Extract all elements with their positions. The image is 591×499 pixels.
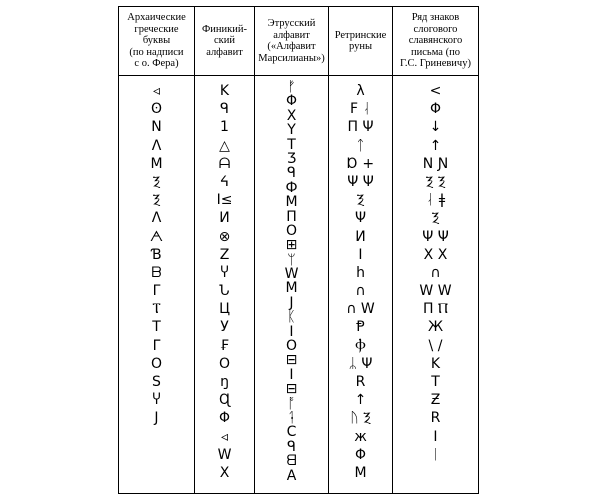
glyph-sign: T [287, 136, 296, 153]
glyph-sign: Τ [152, 319, 161, 336]
glyph-sign: C [286, 424, 297, 441]
scripts-comparison-sheet [118, 6, 478, 494]
glyph-sign: Ⲝ [356, 192, 365, 209]
glyph-sign: X [286, 107, 297, 124]
glyph-sign: ∩ [355, 283, 366, 300]
header-cell-raetic [329, 7, 393, 76]
glyph-column-slavic [393, 76, 478, 464]
glyph-sign: ₣ [220, 337, 229, 354]
glyph-sign: ⊞ [285, 237, 298, 254]
glyph-sign: ᗺ [286, 453, 297, 470]
glyph-sign: Π Ψ [347, 119, 374, 136]
glyph-sign: Π [286, 208, 297, 225]
glyph-cell-phoenician [195, 76, 255, 494]
glyph-sign: F ᛆ [350, 101, 371, 118]
glyph-sign: Ⴤ [220, 264, 229, 281]
glyph-sign: W [217, 446, 232, 463]
glyph-sign: ◃ [220, 428, 229, 445]
glyph-sign: Ᵽ [356, 319, 365, 336]
glyph-sign: 1 [220, 119, 229, 136]
glyph-sign: Ж [427, 319, 444, 336]
glyph-sign: Ɋ [219, 392, 230, 409]
glyph-sign: И [219, 210, 230, 227]
glyph-sign: Ⲝ [431, 210, 440, 227]
glyph-sign: Ɓ [151, 246, 162, 263]
glyph-sign: ᛆ ǂ [425, 192, 446, 209]
glyph-sign: Μ [150, 155, 163, 172]
glyph-sign: Ⲫ [355, 337, 366, 354]
glyph-sign: X X [423, 246, 448, 263]
glyph-sign: ∩ W [346, 301, 375, 318]
glyph-sign: Ն [219, 283, 230, 300]
glyph-sign: I [433, 428, 438, 445]
glyph-sign: Ⲝ [152, 192, 161, 209]
glyph-sign: Ⲝ [152, 173, 161, 190]
glyph-sign: Ψ [354, 210, 367, 227]
glyph-column-etruscan [255, 76, 328, 483]
glyph-sign: ʘ [150, 101, 163, 118]
glyph-sign: ᚩ [287, 395, 296, 412]
glyph-sign: K [430, 355, 441, 372]
glyph-sign: ᛘ [287, 251, 296, 268]
glyph-sign: ᗩ [218, 155, 231, 172]
glyph-sign: I≤ [216, 192, 233, 209]
glyph-sign: ᛕ [287, 309, 296, 326]
header-phoenician-alphabet: Финикий- ский алфавит [202, 23, 247, 58]
glyph-sign: Z [219, 246, 230, 263]
glyph-sign: И [355, 228, 366, 245]
glyph-sign: ᛦ Ψ [348, 355, 373, 372]
glyph-sign: ⊗ [218, 228, 231, 245]
glyph-sign: Γ [152, 283, 161, 300]
glyph-sign: < [429, 83, 442, 99]
glyph-sign: ⊟ [285, 352, 298, 369]
glyph-sign: M [285, 280, 298, 297]
glyph-sign: O [218, 355, 231, 372]
glyph-sign: Π Ⲡ [422, 301, 449, 318]
glyph-sign: R [430, 410, 441, 427]
glyph-sign: ж [354, 428, 367, 445]
glyph-sign: ᑫ [220, 101, 229, 118]
glyph-sign: Ⲝ Ⲝ [425, 173, 446, 190]
glyph-sign: ᚢ Ⲝ [350, 410, 371, 427]
glyph-sign: Λ [151, 137, 162, 154]
glyph-sign: M [285, 194, 298, 211]
glyph-sign: ↑ [354, 392, 367, 409]
glyph-sign: Ⲧ [152, 301, 161, 318]
glyph-sign: ŋ [220, 374, 229, 390]
glyph-column-raetic [329, 76, 392, 482]
header-slavic-syllabary: Ряд знаков слогового славянского письма (по Г.С. Гриневичу) [400, 12, 471, 70]
glyph-sign: O [285, 222, 298, 239]
glyph-sign: Ψ Ψ [347, 173, 374, 190]
glyph-sign: ᔦ [220, 173, 229, 190]
glyph-sign: ᑫ [287, 165, 296, 182]
glyph-sign: X [219, 464, 230, 481]
header-cell-greek [119, 7, 195, 76]
glyph-sign: ↓ [429, 119, 442, 136]
header-greek-letters: Архаические греческие буквы (по надписи с о. Фера) [127, 12, 186, 70]
glyph-sign: I [289, 323, 294, 340]
glyph-cell-slavic [393, 76, 479, 494]
header-cell-etruscan [255, 7, 329, 76]
glyph-sign: ᛑ [287, 409, 296, 426]
glyph-sign: K [219, 83, 230, 99]
glyph-sign: Ɒ + [346, 155, 375, 172]
glyph-sign: У [220, 319, 229, 336]
glyph-sign: M [354, 464, 367, 481]
glyph-sign: ᐱ [151, 210, 162, 227]
glyph-sign: ᒥ [152, 337, 161, 354]
glyph-sign: ᑫ [287, 438, 296, 455]
glyph-sign: Ο [150, 355, 163, 372]
glyph-sign: J [289, 294, 294, 311]
glyph-sign: I [358, 246, 363, 263]
header-etruscan-alphabet: Этрусский алфавит («Алфавит Марсилианы») [258, 18, 325, 64]
glyph-sign: ᚠ [287, 79, 296, 95]
glyph-sign: W W [419, 283, 452, 300]
glyph-sign: O [285, 338, 298, 355]
glyph-cell-greek [119, 76, 195, 494]
glyph-sign: Ф [285, 179, 298, 196]
glyph-sign: ᗅ [149, 228, 164, 245]
glyph-sign: Ƶ [430, 392, 441, 409]
glyph-sign: Ц [219, 301, 230, 318]
glyph-sign: Ν [151, 119, 162, 136]
glyph-sign: △ [219, 137, 230, 154]
glyph-sign: h [356, 264, 365, 281]
glyph-sign: Ʒ [286, 150, 297, 167]
glyph-sign: ↑ [429, 137, 442, 154]
header-cell-phoenician [195, 7, 255, 76]
glyph-column-phoenician [195, 76, 254, 482]
glyph-cell-raetic [329, 76, 393, 494]
glyph-sign: N Ɲ [422, 155, 449, 172]
glyph-sign: I [289, 366, 294, 383]
glyph-sign: W [284, 266, 299, 283]
glyph-sign: Ψ Ψ [422, 228, 449, 245]
glyph-sign: T [431, 374, 440, 390]
glyph-sign: λ [356, 83, 365, 99]
glyph-sign: ◃ [152, 83, 161, 99]
glyph-sign: A [286, 467, 297, 484]
glyph-sign: Ⴤ [152, 392, 161, 409]
scripts-comparison-table [118, 6, 479, 494]
glyph-row [119, 76, 479, 494]
glyph-sign: Φ [218, 410, 231, 427]
glyph-sign: J [154, 410, 159, 427]
glyph-sign: ⊟ [285, 381, 298, 398]
glyph-sign: S [152, 374, 161, 390]
glyph-sign: \ / [428, 337, 443, 354]
header-raetic-runes: Ретринские руны [334, 29, 387, 52]
header-row [119, 7, 479, 76]
glyph-column-greek [119, 76, 194, 428]
glyph-sign: ᗷ [151, 264, 162, 281]
glyph-sign: Φ [285, 93, 298, 110]
glyph-sign: R [355, 374, 366, 390]
glyph-sign: Y [287, 122, 296, 139]
glyph-sign: Φ [429, 101, 442, 118]
glyph-sign: ᛁ [431, 446, 440, 463]
glyph-cell-etruscan [255, 76, 329, 494]
glyph-sign: ᛏ [356, 137, 365, 154]
glyph-sign: ∩ [430, 264, 441, 281]
header-cell-slavic [393, 7, 479, 76]
glyph-sign: Φ [354, 446, 367, 463]
